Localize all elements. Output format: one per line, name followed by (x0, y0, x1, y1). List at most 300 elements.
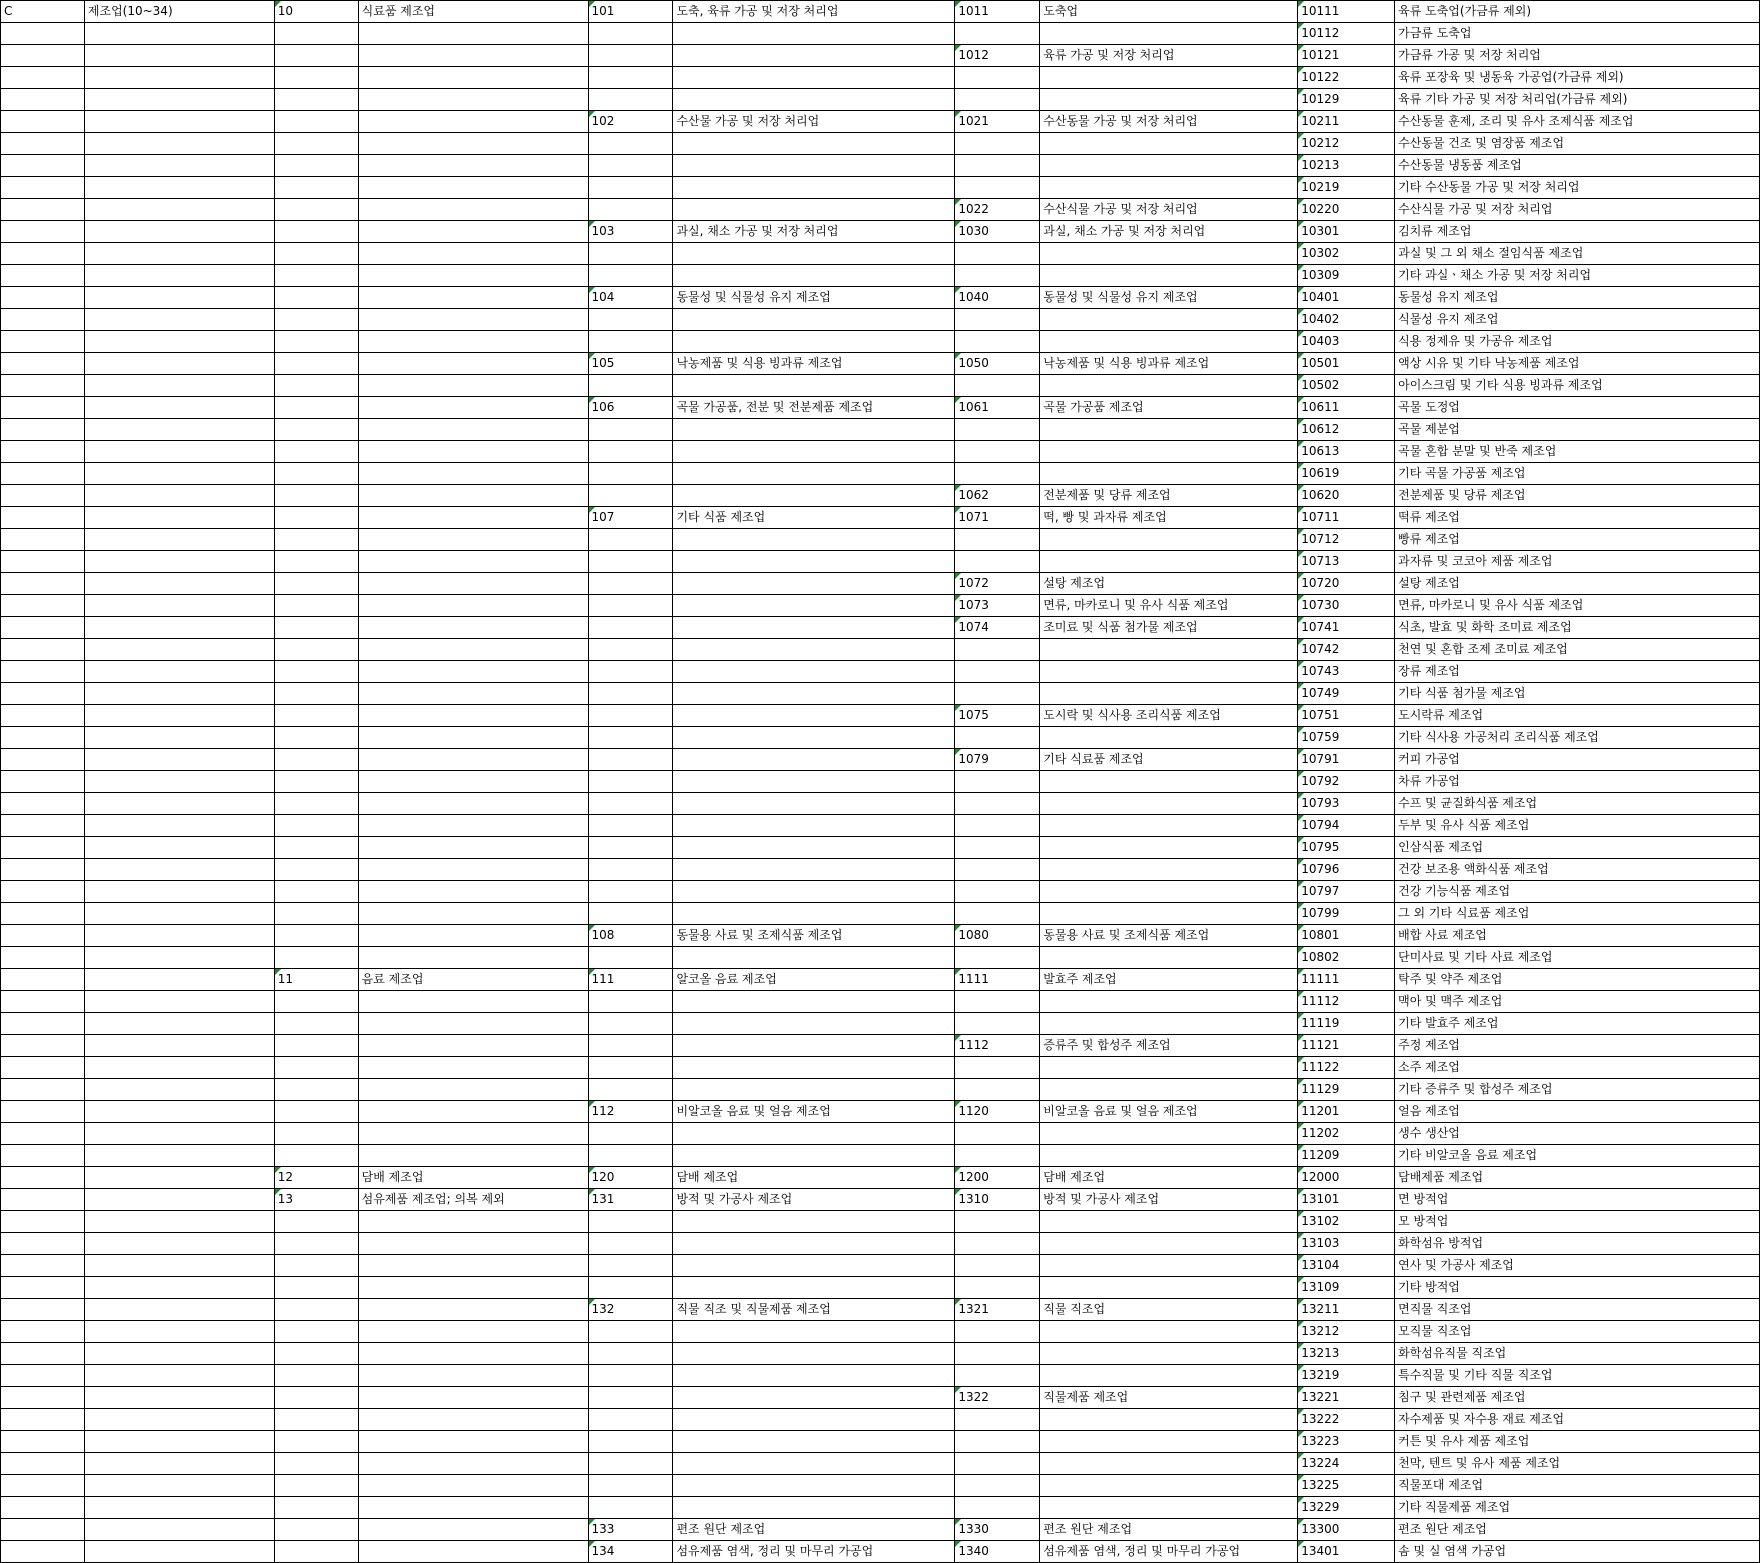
cell-class-name[interactable]: 증류주 및 합성주 제조업 (1040, 1035, 1298, 1057)
cell-group[interactable] (588, 793, 673, 815)
cell-group-name[interactable] (673, 1365, 955, 1387)
cell-subclass-name[interactable]: 연사 및 가공사 제조업 (1395, 1255, 1760, 1277)
cell-subclass[interactable]: 10799 (1298, 903, 1395, 925)
cell-class[interactable] (955, 419, 1040, 441)
cell-subclass-name[interactable]: 가금류 가공 및 저장 처리업 (1395, 45, 1760, 67)
cell-class[interactable] (955, 23, 1040, 45)
cell-division[interactable] (274, 331, 358, 353)
cell-section[interactable] (1, 199, 85, 221)
cell-group[interactable]: 104 (588, 287, 673, 309)
cell-section[interactable]: C (1, 1, 85, 23)
cell-section-name[interactable] (84, 1519, 274, 1541)
cell-subclass[interactable]: 10613 (1298, 441, 1395, 463)
cell-group-name[interactable] (673, 419, 955, 441)
cell-section-name[interactable] (84, 375, 274, 397)
cell-subclass[interactable]: 11112 (1298, 991, 1395, 1013)
cell-division-name[interactable] (358, 155, 588, 177)
cell-subclass[interactable]: 13211 (1298, 1299, 1395, 1321)
cell-division-name[interactable] (358, 837, 588, 859)
cell-section[interactable] (1, 1211, 85, 1233)
cell-division-name[interactable] (358, 177, 588, 199)
cell-division-name[interactable]: 담배 제조업 (358, 1167, 588, 1189)
cell-division[interactable] (274, 837, 358, 859)
cell-division[interactable] (274, 441, 358, 463)
cell-division-name[interactable] (358, 1255, 588, 1277)
cell-class[interactable] (955, 793, 1040, 815)
cell-group-name[interactable]: 곡물 가공품, 전분 및 전분제품 제조업 (673, 397, 955, 419)
cell-subclass[interactable]: 10619 (1298, 463, 1395, 485)
cell-subclass[interactable]: 13102 (1298, 1211, 1395, 1233)
cell-section-name[interactable] (84, 815, 274, 837)
cell-section[interactable] (1, 749, 85, 771)
cell-subclass[interactable]: 10743 (1298, 661, 1395, 683)
cell-subclass[interactable]: 13223 (1298, 1431, 1395, 1453)
cell-division[interactable] (274, 947, 358, 969)
cell-subclass-name[interactable]: 식물성 유지 제조업 (1395, 309, 1760, 331)
cell-section-name[interactable] (84, 1475, 274, 1497)
cell-section[interactable] (1, 507, 85, 529)
cell-subclass-name[interactable]: 특수직물 및 기타 직물 직조업 (1395, 1365, 1760, 1387)
cell-subclass[interactable]: 10213 (1298, 155, 1395, 177)
cell-section[interactable] (1, 89, 85, 111)
cell-group-name[interactable] (673, 573, 955, 595)
cell-group-name[interactable]: 비알코올 음료 및 얼음 제조업 (673, 1101, 955, 1123)
cell-subclass-name[interactable]: 기타 식사용 가공처리 조리식품 제조업 (1395, 727, 1760, 749)
cell-group-name[interactable] (673, 463, 955, 485)
cell-section[interactable] (1, 639, 85, 661)
cell-group[interactable] (588, 177, 673, 199)
cell-group[interactable] (588, 1123, 673, 1145)
cell-class[interactable]: 1322 (955, 1387, 1040, 1409)
cell-division[interactable] (274, 1321, 358, 1343)
cell-section-name[interactable] (84, 111, 274, 133)
cell-group[interactable] (588, 463, 673, 485)
cell-section-name[interactable] (84, 1211, 274, 1233)
cell-division[interactable]: 12 (274, 1167, 358, 1189)
cell-subclass[interactable]: 13401 (1298, 1541, 1395, 1563)
cell-subclass-name[interactable]: 화학섬유직물 직조업 (1395, 1343, 1760, 1365)
cell-group[interactable] (588, 1453, 673, 1475)
cell-subclass-name[interactable]: 생수 생산업 (1395, 1123, 1760, 1145)
cell-division-name[interactable] (358, 89, 588, 111)
cell-group[interactable]: 103 (588, 221, 673, 243)
cell-subclass-name[interactable]: 그 외 기타 식료품 제조업 (1395, 903, 1760, 925)
cell-class-name[interactable] (1040, 859, 1298, 881)
cell-subclass[interactable]: 10797 (1298, 881, 1395, 903)
cell-section-name[interactable] (84, 397, 274, 419)
cell-section-name[interactable] (84, 1145, 274, 1167)
cell-subclass[interactable]: 13212 (1298, 1321, 1395, 1343)
cell-class-name[interactable] (1040, 177, 1298, 199)
cell-division[interactable] (274, 529, 358, 551)
cell-subclass[interactable]: 10211 (1298, 111, 1395, 133)
cell-division[interactable] (274, 771, 358, 793)
cell-class[interactable] (955, 1233, 1040, 1255)
cell-class[interactable] (955, 859, 1040, 881)
cell-section-name[interactable] (84, 859, 274, 881)
cell-group[interactable] (588, 441, 673, 463)
cell-class[interactable] (955, 1321, 1040, 1343)
cell-class-name[interactable] (1040, 1123, 1298, 1145)
cell-group-name[interactable] (673, 1079, 955, 1101)
cell-section[interactable] (1, 1123, 85, 1145)
cell-subclass-name[interactable]: 기타 방적업 (1395, 1277, 1760, 1299)
cell-division-name[interactable] (358, 1365, 588, 1387)
cell-subclass[interactable]: 10401 (1298, 287, 1395, 309)
cell-group[interactable] (588, 331, 673, 353)
cell-section[interactable] (1, 617, 85, 639)
cell-group[interactable] (588, 67, 673, 89)
cell-division-name[interactable] (358, 749, 588, 771)
cell-group[interactable] (588, 529, 673, 551)
cell-subclass[interactable]: 10220 (1298, 199, 1395, 221)
cell-class[interactable] (955, 903, 1040, 925)
cell-group[interactable] (588, 947, 673, 969)
cell-division-name[interactable] (358, 353, 588, 375)
cell-subclass[interactable]: 11201 (1298, 1101, 1395, 1123)
cell-group-name[interactable] (673, 1277, 955, 1299)
cell-group[interactable] (588, 265, 673, 287)
cell-division-name[interactable] (358, 661, 588, 683)
cell-division[interactable] (274, 485, 358, 507)
cell-group[interactable] (588, 243, 673, 265)
cell-division[interactable] (274, 903, 358, 925)
cell-division-name[interactable] (358, 1409, 588, 1431)
cell-class[interactable]: 1030 (955, 221, 1040, 243)
cell-subclass-name[interactable]: 탁주 및 약주 제조업 (1395, 969, 1760, 991)
cell-group-name[interactable] (673, 1233, 955, 1255)
cell-class-name[interactable] (1040, 133, 1298, 155)
cell-class[interactable] (955, 265, 1040, 287)
cell-subclass-name[interactable]: 면 방적업 (1395, 1189, 1760, 1211)
cell-section[interactable] (1, 815, 85, 837)
cell-class[interactable]: 1330 (955, 1519, 1040, 1541)
cell-group-name[interactable] (673, 705, 955, 727)
cell-group[interactable] (588, 1233, 673, 1255)
cell-section[interactable] (1, 45, 85, 67)
cell-group[interactable] (588, 1145, 673, 1167)
cell-division[interactable] (274, 1409, 358, 1431)
cell-section[interactable] (1, 969, 85, 991)
cell-group[interactable] (588, 485, 673, 507)
cell-section-name[interactable] (84, 1387, 274, 1409)
cell-subclass-name[interactable]: 아이스크림 및 기타 식용 빙과류 제조업 (1395, 375, 1760, 397)
cell-division-name[interactable] (358, 287, 588, 309)
cell-division-name[interactable] (358, 903, 588, 925)
cell-subclass[interactable]: 10801 (1298, 925, 1395, 947)
cell-group[interactable]: 132 (588, 1299, 673, 1321)
cell-division-name[interactable] (358, 375, 588, 397)
cell-group[interactable] (588, 1079, 673, 1101)
cell-subclass[interactable]: 10712 (1298, 529, 1395, 551)
cell-section[interactable] (1, 1057, 85, 1079)
cell-section[interactable] (1, 727, 85, 749)
cell-group[interactable]: 106 (588, 397, 673, 419)
cell-division[interactable] (274, 1365, 358, 1387)
cell-division[interactable] (274, 1475, 358, 1497)
cell-section-name[interactable] (84, 1541, 274, 1563)
cell-class-name[interactable] (1040, 793, 1298, 815)
cell-division[interactable]: 11 (274, 969, 358, 991)
cell-subclass[interactable]: 10713 (1298, 551, 1395, 573)
cell-division-name[interactable] (358, 617, 588, 639)
cell-section[interactable] (1, 133, 85, 155)
cell-group[interactable] (588, 1387, 673, 1409)
cell-class-name[interactable]: 동물성 및 식물성 유지 제조업 (1040, 287, 1298, 309)
cell-section-name[interactable] (84, 1409, 274, 1431)
cell-subclass-name[interactable]: 기타 과실ㆍ채소 가공 및 저장 처리업 (1395, 265, 1760, 287)
cell-section-name[interactable] (84, 177, 274, 199)
cell-class-name[interactable] (1040, 1079, 1298, 1101)
cell-division-name[interactable] (358, 507, 588, 529)
cell-division-name[interactable] (358, 529, 588, 551)
cell-class-name[interactable]: 수산동물 가공 및 저장 처리업 (1040, 111, 1298, 133)
cell-division-name[interactable] (358, 727, 588, 749)
cell-division-name[interactable] (358, 639, 588, 661)
cell-section-name[interactable] (84, 1497, 274, 1519)
cell-class[interactable] (955, 331, 1040, 353)
cell-division[interactable] (274, 1079, 358, 1101)
cell-class[interactable] (955, 1123, 1040, 1145)
cell-group[interactable] (588, 375, 673, 397)
cell-division[interactable] (274, 1123, 358, 1145)
cell-class-name[interactable] (1040, 639, 1298, 661)
cell-section[interactable] (1, 155, 85, 177)
cell-section-name[interactable] (84, 1343, 274, 1365)
cell-class[interactable] (955, 991, 1040, 1013)
cell-section-name[interactable] (84, 419, 274, 441)
cell-class[interactable] (955, 1145, 1040, 1167)
cell-class[interactable]: 1012 (955, 45, 1040, 67)
cell-section[interactable] (1, 837, 85, 859)
cell-subclass[interactable]: 10121 (1298, 45, 1395, 67)
cell-section-name[interactable] (84, 1277, 274, 1299)
cell-group-name[interactable] (673, 1211, 955, 1233)
cell-subclass[interactable]: 10796 (1298, 859, 1395, 881)
cell-group[interactable] (588, 23, 673, 45)
cell-class-name[interactable] (1040, 243, 1298, 265)
cell-section-name[interactable] (84, 1057, 274, 1079)
cell-section[interactable] (1, 573, 85, 595)
cell-section[interactable] (1, 485, 85, 507)
cell-group[interactable]: 133 (588, 1519, 673, 1541)
cell-group-name[interactable] (673, 1431, 955, 1453)
cell-section[interactable] (1, 309, 85, 331)
cell-section-name[interactable] (84, 133, 274, 155)
cell-subclass-name[interactable]: 수산동물 훈제, 조리 및 유사 조제식품 제조업 (1395, 111, 1760, 133)
cell-group[interactable] (588, 815, 673, 837)
cell-division[interactable] (274, 1541, 358, 1563)
cell-division-name[interactable] (358, 1453, 588, 1475)
cell-subclass[interactable]: 10742 (1298, 639, 1395, 661)
cell-division-name[interactable] (358, 925, 588, 947)
cell-section[interactable] (1, 1079, 85, 1101)
cell-subclass[interactable]: 10502 (1298, 375, 1395, 397)
cell-section-name[interactable] (84, 45, 274, 67)
cell-class-name[interactable]: 편조 원단 제조업 (1040, 1519, 1298, 1541)
cell-subclass[interactable]: 10403 (1298, 331, 1395, 353)
cell-group-name[interactable] (673, 177, 955, 199)
cell-class-name[interactable] (1040, 1475, 1298, 1497)
cell-division-name[interactable]: 식료품 제조업 (358, 1, 588, 23)
cell-group-name[interactable]: 낙농제품 및 식용 빙과류 제조업 (673, 353, 955, 375)
cell-division[interactable] (274, 199, 358, 221)
cell-division-name[interactable]: 음료 제조업 (358, 969, 588, 991)
cell-group[interactable]: 102 (588, 111, 673, 133)
cell-class[interactable] (955, 67, 1040, 89)
cell-subclass[interactable]: 13219 (1298, 1365, 1395, 1387)
cell-subclass-name[interactable]: 단미사료 및 기타 사료 제조업 (1395, 947, 1760, 969)
cell-class-name[interactable] (1040, 551, 1298, 573)
cell-group[interactable] (588, 881, 673, 903)
cell-subclass[interactable]: 10720 (1298, 573, 1395, 595)
cell-group-name[interactable]: 섬유제품 염색, 정리 및 마무리 가공업 (673, 1541, 955, 1563)
cell-section[interactable] (1, 441, 85, 463)
cell-class[interactable]: 1111 (955, 969, 1040, 991)
cell-class[interactable] (955, 881, 1040, 903)
cell-division[interactable] (274, 595, 358, 617)
cell-class[interactable]: 1021 (955, 111, 1040, 133)
cell-division[interactable] (274, 793, 358, 815)
cell-section-name[interactable] (84, 903, 274, 925)
cell-division-name[interactable] (358, 485, 588, 507)
cell-section[interactable] (1, 67, 85, 89)
cell-group[interactable] (588, 859, 673, 881)
cell-section-name[interactable] (84, 683, 274, 705)
cell-class[interactable] (955, 1365, 1040, 1387)
cell-division[interactable] (274, 397, 358, 419)
cell-division[interactable] (274, 815, 358, 837)
cell-group-name[interactable] (673, 529, 955, 551)
cell-class[interactable] (955, 375, 1040, 397)
cell-subclass-name[interactable]: 커튼 및 유사 제품 제조업 (1395, 1431, 1760, 1453)
cell-class[interactable] (955, 1255, 1040, 1277)
cell-division-name[interactable] (358, 1145, 588, 1167)
cell-subclass[interactable]: 10711 (1298, 507, 1395, 529)
cell-section-name[interactable] (84, 573, 274, 595)
cell-class-name[interactable] (1040, 331, 1298, 353)
cell-division-name[interactable] (358, 133, 588, 155)
cell-division[interactable] (274, 1343, 358, 1365)
cell-division[interactable] (274, 463, 358, 485)
cell-section[interactable] (1, 287, 85, 309)
cell-class[interactable] (955, 771, 1040, 793)
cell-class-name[interactable]: 도시락 및 식사용 조리식품 제조업 (1040, 705, 1298, 727)
cell-class[interactable] (955, 529, 1040, 551)
cell-section-name[interactable] (84, 507, 274, 529)
cell-division-name[interactable] (358, 1211, 588, 1233)
cell-section[interactable] (1, 529, 85, 551)
cell-division-name[interactable] (358, 441, 588, 463)
cell-group[interactable]: 101 (588, 1, 673, 23)
cell-class-name[interactable] (1040, 1255, 1298, 1277)
cell-class-name[interactable]: 조미료 및 식품 첨가물 제조업 (1040, 617, 1298, 639)
cell-class[interactable] (955, 1057, 1040, 1079)
cell-section-name[interactable] (84, 1365, 274, 1387)
cell-class-name[interactable] (1040, 661, 1298, 683)
cell-class-name[interactable]: 직물 직조업 (1040, 1299, 1298, 1321)
cell-class-name[interactable]: 기타 식료품 제조업 (1040, 749, 1298, 771)
cell-division[interactable] (274, 1255, 358, 1277)
cell-group[interactable] (588, 1475, 673, 1497)
cell-class-name[interactable]: 낙농제품 및 식용 빙과류 제조업 (1040, 353, 1298, 375)
cell-class[interactable] (955, 309, 1040, 331)
cell-division-name[interactable] (358, 771, 588, 793)
cell-class[interactable] (955, 243, 1040, 265)
cell-division-name[interactable] (358, 463, 588, 485)
cell-division-name[interactable] (358, 793, 588, 815)
cell-division[interactable] (274, 1497, 358, 1519)
cell-group-name[interactable] (673, 1057, 955, 1079)
cell-group[interactable] (588, 309, 673, 331)
cell-class[interactable] (955, 1453, 1040, 1475)
cell-group-name[interactable] (673, 485, 955, 507)
cell-subclass[interactable]: 11129 (1298, 1079, 1395, 1101)
cell-division[interactable] (274, 881, 358, 903)
cell-division[interactable] (274, 859, 358, 881)
cell-section[interactable] (1, 331, 85, 353)
cell-division-name[interactable] (358, 243, 588, 265)
cell-subclass-name[interactable]: 가금류 도축업 (1395, 23, 1760, 45)
cell-division[interactable] (274, 749, 358, 771)
cell-class[interactable] (955, 551, 1040, 573)
cell-section[interactable] (1, 925, 85, 947)
cell-subclass[interactable]: 10611 (1298, 397, 1395, 419)
cell-section-name[interactable] (84, 199, 274, 221)
cell-class-name[interactable] (1040, 903, 1298, 925)
cell-group-name[interactable] (673, 837, 955, 859)
cell-group[interactable] (588, 727, 673, 749)
cell-class-name[interactable] (1040, 1057, 1298, 1079)
cell-subclass-name[interactable]: 식초, 발효 및 화학 조미료 제조업 (1395, 617, 1760, 639)
cell-class[interactable] (955, 133, 1040, 155)
cell-class[interactable]: 1072 (955, 573, 1040, 595)
cell-division[interactable] (274, 1299, 358, 1321)
cell-group[interactable]: 112 (588, 1101, 673, 1123)
cell-subclass[interactable]: 13103 (1298, 1233, 1395, 1255)
cell-section[interactable] (1, 1519, 85, 1541)
cell-group-name[interactable] (673, 1409, 955, 1431)
cell-class-name[interactable] (1040, 441, 1298, 463)
cell-group-name[interactable] (673, 23, 955, 45)
cell-division-name[interactable] (358, 859, 588, 881)
cell-class-name[interactable]: 수산식물 가공 및 저장 처리업 (1040, 199, 1298, 221)
cell-subclass[interactable]: 10802 (1298, 947, 1395, 969)
cell-class-name[interactable] (1040, 837, 1298, 859)
cell-class[interactable] (955, 1409, 1040, 1431)
cell-division-name[interactable] (358, 1387, 588, 1409)
cell-group-name[interactable] (673, 947, 955, 969)
cell-subclass-name[interactable]: 도시락류 제조업 (1395, 705, 1760, 727)
cell-class-name[interactable]: 전분제품 및 당류 제조업 (1040, 485, 1298, 507)
cell-class[interactable] (955, 155, 1040, 177)
cell-group-name[interactable]: 도축, 육류 가공 및 저장 처리업 (673, 1, 955, 23)
cell-group[interactable] (588, 45, 673, 67)
cell-group-name[interactable] (673, 639, 955, 661)
cell-subclass[interactable]: 10129 (1298, 89, 1395, 111)
cell-group[interactable]: 111 (588, 969, 673, 991)
cell-class[interactable]: 1120 (955, 1101, 1040, 1123)
cell-subclass-name[interactable]: 기타 증류주 및 합성주 제조업 (1395, 1079, 1760, 1101)
cell-class-name[interactable] (1040, 683, 1298, 705)
cell-section[interactable] (1, 683, 85, 705)
cell-group-name[interactable]: 담배 제조업 (673, 1167, 955, 1189)
cell-section[interactable] (1, 1255, 85, 1277)
cell-group[interactable] (588, 837, 673, 859)
cell-subclass[interactable]: 10730 (1298, 595, 1395, 617)
cell-group-name[interactable] (673, 1497, 955, 1519)
cell-section-name[interactable] (84, 243, 274, 265)
